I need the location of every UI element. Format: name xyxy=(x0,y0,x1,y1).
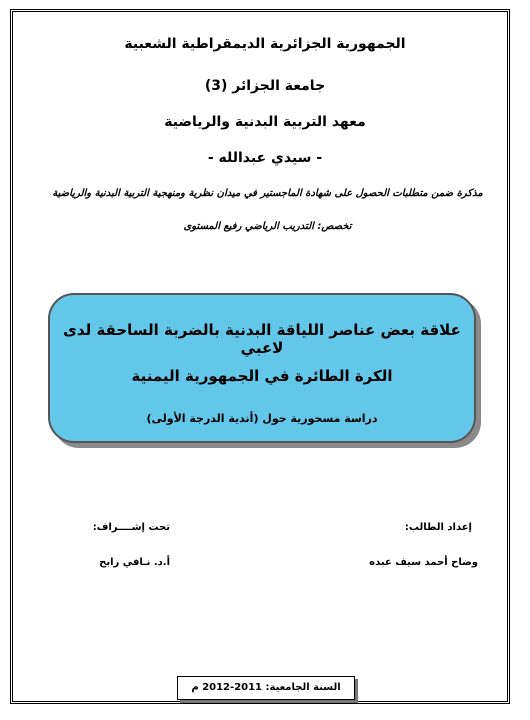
academic-year: السنة الجامعية: 2011-2012 م xyxy=(177,676,355,700)
thesis-subtitle: دراسة مسحورية حول (أندية الدرجة الأولى) xyxy=(146,412,378,425)
university-heading: جامعة الجزائر (3) xyxy=(204,78,326,94)
specialty: تخصص: التدريب الرياضي رفيع المستوى xyxy=(183,221,352,232)
republic-heading: الجمهورية الجزائرية الديمقراطية الشعبية xyxy=(124,36,406,52)
student-label: إعداد الطالب: xyxy=(404,522,472,533)
student-name: وضاح أحمد سيف عبده xyxy=(369,557,478,568)
campus-heading: - سيدي عبدالله - xyxy=(207,150,323,166)
thesis-title-line-2: الكرة الطائرة في الجمهورية اليمنية xyxy=(131,367,393,385)
thesis-title-line-1: علاقة بعض عناصر اللياقة البدنية بالضربة الساحقة لدى لاعبي xyxy=(63,321,461,357)
supervisor-name: أ.د. نـافي رابح xyxy=(99,557,170,568)
thesis-note: مذكرة ضمن متطلبات الحصول على شهادة الماجستير في ميدان نظرية ومنهجية التربية البدنية والرياضية xyxy=(52,188,483,199)
supervisor-label: تحت إشــــراف: xyxy=(92,522,170,533)
institute-heading: معهد التربية البدنية والرياضية xyxy=(164,114,366,130)
thesis-title-box xyxy=(48,293,476,443)
